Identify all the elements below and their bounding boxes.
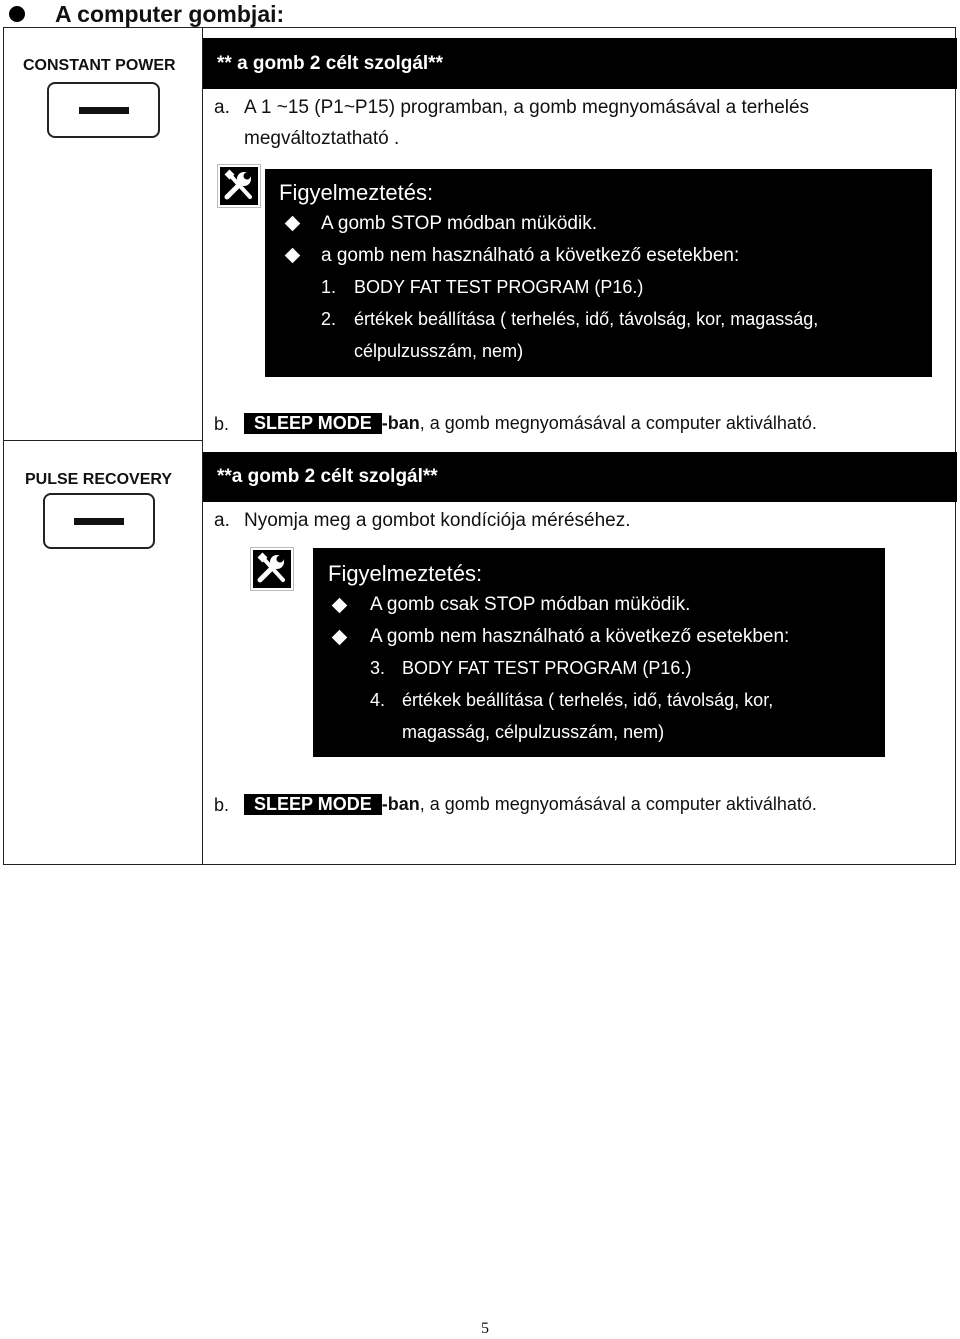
warning-item-2-line1: értékek beállítása ( terhelés, idő, távolság, kor, magasság, <box>354 309 819 329</box>
item-b-prefix: b. <box>214 795 230 815</box>
diamond-bullet-icon <box>285 248 301 264</box>
sleep-mode-line <box>244 794 817 815</box>
sleep-mode-line <box>244 413 817 434</box>
warning-num-2: 4. <box>370 690 386 710</box>
item-a-prefix: a. <box>214 97 230 118</box>
wrench-screwdriver-icon <box>250 547 294 591</box>
row-divider <box>3 440 203 441</box>
warning-item-2-line2: célpulzusszám, nem) <box>354 341 524 361</box>
item-a-prefix: a. <box>214 510 230 531</box>
warning-title: Figyelmeztetés: <box>279 180 434 205</box>
button-bar-icon <box>74 518 124 525</box>
constant-power-button-illustration <box>47 82 160 138</box>
warning-num-2: 2. <box>321 309 337 329</box>
warning-title: Figyelmeztetés: <box>328 561 483 586</box>
warning-item-2-line1: értékek beállítása ( terhelés, idő, távolság, kor, <box>402 690 774 710</box>
diamond-bullet-icon <box>332 630 348 646</box>
warning-bullet-1: A gomb csak STOP módban müködik. <box>370 594 691 615</box>
diamond-bullet-icon <box>285 216 301 232</box>
wrench-screwdriver-icon <box>217 164 261 208</box>
diamond-bullet-icon <box>332 598 348 614</box>
section-heading <box>0 0 960 28</box>
pulse-recovery-button-illustration <box>43 493 155 549</box>
pulse-recovery-warning-box <box>313 548 885 757</box>
constant-power-label: CONSTANT POWER <box>23 57 176 74</box>
warning-item-1: BODY FAT TEST PROGRAM (P16.) <box>402 658 692 678</box>
warning-num-1: 1. <box>321 277 337 297</box>
item-b-prefix: b. <box>214 414 230 434</box>
constant-power-purpose-text: ** a gomb 2 célt szolgál** <box>217 52 443 74</box>
sleep-suffix: -ban <box>381 794 420 814</box>
warning-item-2-line2: magasság, célpulzusszám, nem) <box>402 722 665 742</box>
pulse-recovery-purpose-bar <box>203 452 957 502</box>
constant-power-purpose-bar <box>203 38 957 89</box>
item-a-line2: megváltoztatható . <box>244 128 400 149</box>
warning-bullet-2: A gomb nem használható a következő esetekben: <box>370 626 790 647</box>
warning-item-1: BODY FAT TEST PROGRAM (P16.) <box>354 277 644 297</box>
sleep-suffix: -ban <box>381 413 420 433</box>
sleep-rest-text: , a gomb megnyomásával a computer aktiválható. <box>419 794 817 814</box>
item-a-line1: Nyomja meg a gombot kondíciója méréséhez. <box>244 510 631 531</box>
pulse-recovery-purpose-text: **a gomb 2 célt szolgál** <box>217 466 438 487</box>
sleep-rest-text: , a gomb megnyomásával a computer aktiválható. <box>419 413 817 433</box>
page-title: A computer gombjai: <box>55 1 285 27</box>
filled-circle-icon <box>9 6 25 22</box>
button-bar-icon <box>79 107 129 114</box>
sleep-mode-tag: SLEEP MODE <box>244 413 382 434</box>
warning-num-1: 3. <box>370 658 386 678</box>
item-a-line1: A 1 ~15 (P1~P15) programban, a gomb megnyomásával a terhelés <box>244 97 810 118</box>
column-divider <box>202 27 203 865</box>
pulse-recovery-label: PULSE RECOVERY <box>25 471 172 488</box>
warning-bullet-1: A gomb STOP módban müködik. <box>321 213 598 234</box>
sleep-mode-tag: SLEEP MODE <box>244 794 382 815</box>
page-number: 5 <box>481 1320 489 1337</box>
constant-power-warning-box <box>265 169 932 377</box>
warning-bullet-2: a gomb nem használható a következő esetekben: <box>321 245 740 266</box>
